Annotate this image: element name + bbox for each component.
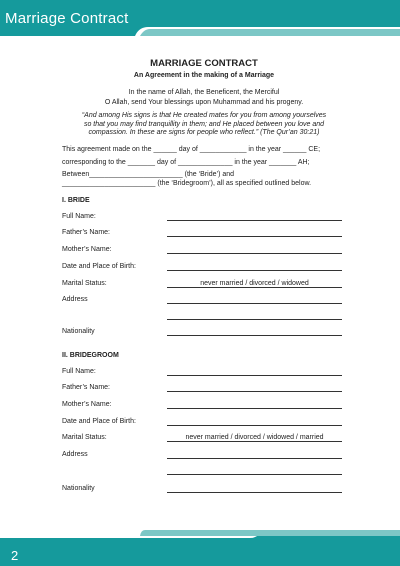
document-title: MARRIAGE CONTRACT xyxy=(150,58,258,69)
bride-dob-place-field[interactable] xyxy=(167,270,342,271)
bridegroom-nationality-label: Nationality xyxy=(62,485,95,492)
bridegroom-full-name-label: Full Name: xyxy=(62,368,96,375)
bride-address-field-line-2[interactable] xyxy=(167,319,342,320)
header-title: Marriage Contract xyxy=(5,10,129,27)
document-subtitle: An Agreement in the making of a Marriage xyxy=(133,72,275,79)
quote-line: so that you may find tranquillity in them; and He placed between you love and xyxy=(83,120,325,128)
bridegroom-father-name-field[interactable] xyxy=(167,391,342,392)
basmala xyxy=(62,88,346,107)
blessing-line: O Allah, send Your blessings upon Muhammad and his progeny. xyxy=(104,98,304,106)
bride-address-field-line-1[interactable] xyxy=(167,303,342,304)
bridegroom-dob-place-label: Date and Place of Birth: xyxy=(62,418,136,425)
bride-marital-status-field[interactable] xyxy=(167,287,342,288)
bridegroom-marital-status-options[interactable]: never married / divorced / widowed / married xyxy=(185,434,324,441)
bride-marital-status-options[interactable]: never married / divorced / widowed xyxy=(200,280,309,287)
bridegroom-mother-name-label: Mother’s Name: xyxy=(62,401,112,408)
bridegroom-father-name-label: Father’s Name: xyxy=(62,384,110,391)
bride-address-label: Address xyxy=(62,296,88,303)
bridegroom-full-name-field[interactable] xyxy=(167,375,342,376)
bride-marital-status-label: Marital Status: xyxy=(62,280,107,287)
bridegroom-dob-place-field[interactable] xyxy=(167,425,342,426)
bride-nationality-label: Nationality xyxy=(62,328,95,335)
bridegroom-mother-name-field[interactable] xyxy=(167,408,342,409)
bride-full-name-field[interactable] xyxy=(167,220,342,221)
footer-band-shape xyxy=(0,530,400,566)
bridegroom-marital-status-field[interactable] xyxy=(167,441,342,442)
quote-line: “And among His signs is that He created mates for you from among yourselves xyxy=(81,112,327,119)
bride-section-heading: I. BRIDE xyxy=(62,197,90,204)
agreement-line-date-ce[interactable]: This agreement made on the ______ day of ____________ in the year ______ CE; xyxy=(62,146,321,153)
bride-mother-name-label: Mother’s Name: xyxy=(62,246,112,253)
bridegroom-nationality-field[interactable] xyxy=(167,492,342,493)
bride-mother-name-field[interactable] xyxy=(167,253,342,254)
agreement-line-bride[interactable]: Between________________________ (the ‘Bride’) and xyxy=(62,171,235,178)
quote-line: compassion. In these are signs for people who reflect.” (The Qur’an 30:21) xyxy=(88,129,320,137)
agreement-line-bridegroom[interactable]: ________________________ (the ‘Bridegroom’), all as specified outlined below. xyxy=(62,180,312,187)
bride-father-name-field[interactable] xyxy=(167,236,342,237)
page-number: 2 xyxy=(11,548,19,563)
bride-dob-place-label: Date and Place of Birth: xyxy=(62,263,136,270)
footer-bar xyxy=(0,530,400,566)
bride-father-name-label: Father’s Name: xyxy=(62,229,110,236)
agreement-line-date-ah[interactable]: corresponding to the _______ day of ______________ in the year _______ AH; xyxy=(62,159,310,166)
bridegroom-address-field-line-1[interactable] xyxy=(167,458,342,459)
bridegroom-address-label: Address xyxy=(62,451,88,458)
bride-nationality-field[interactable] xyxy=(167,335,342,336)
bridegroom-section-heading: II. BRIDEGROOM xyxy=(62,352,119,359)
basmala-line: In the name of Allah, the Beneficent, the Merciful xyxy=(128,89,280,96)
bride-full-name-label: Full Name: xyxy=(62,213,96,220)
quran-quote xyxy=(58,112,350,138)
bridegroom-marital-status-label: Marital Status: xyxy=(62,434,107,441)
bridegroom-address-field-line-2[interactable] xyxy=(167,474,342,475)
